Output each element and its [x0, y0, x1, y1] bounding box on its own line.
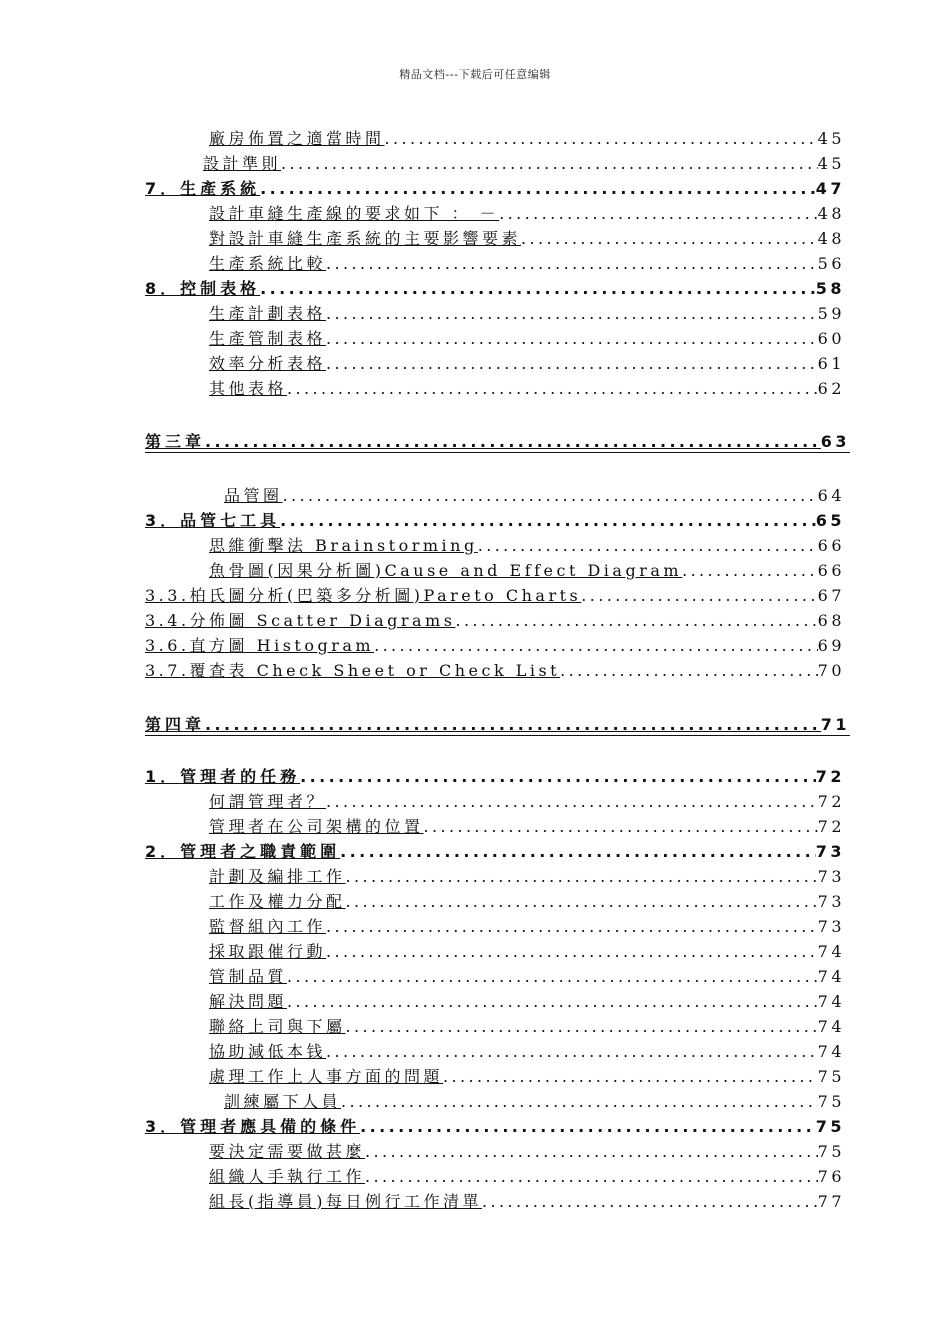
toc-entry[interactable]	[209, 199, 845, 224]
toc-page-number: 61	[817, 354, 845, 373]
toc-dot-leader	[326, 304, 818, 324]
toc-page-number: 45	[817, 129, 845, 148]
toc-page-number: 75	[817, 1142, 845, 1161]
toc-entry-title: 品管七工具	[180, 511, 281, 530]
toc-entry[interactable]	[145, 506, 845, 531]
toc-dot-leader	[287, 379, 818, 399]
toc-dot-leader	[260, 179, 816, 199]
toc-dot-leader	[482, 1192, 818, 1212]
toc-page-number: 74	[817, 1017, 845, 1036]
toc-entry-title: 效率分析表格	[209, 354, 327, 373]
page-header: 精品文档---下载后可任意编辑	[399, 68, 551, 81]
toc-entry-title: 組織人手執行工作	[209, 1167, 366, 1186]
toc-entry-title: 分佈圖 Scatter Diagrams	[189, 611, 456, 630]
toc-entry[interactable]	[209, 1012, 845, 1037]
toc-entry[interactable]	[203, 149, 845, 174]
toc-page-number: 74	[817, 992, 845, 1011]
toc-entry-number: 7．	[145, 179, 181, 198]
toc-dot-leader	[581, 586, 817, 606]
toc-dot-leader	[385, 129, 818, 149]
toc-dot-leader	[521, 229, 818, 249]
toc-entry-title: 品管圈	[224, 486, 283, 505]
toc-page-number: 66	[817, 561, 845, 580]
toc-entry[interactable]	[145, 174, 845, 199]
toc-entry-title: 廠房佈置之適當時間	[209, 129, 385, 148]
toc-dot-leader	[260, 279, 816, 299]
toc-entry[interactable]	[145, 1112, 845, 1137]
toc-page-number: 74	[817, 942, 845, 961]
toc-entry[interactable]	[145, 762, 845, 787]
toc-entry[interactable]	[145, 837, 845, 862]
toc-entry-title: 控制表格	[180, 279, 261, 298]
toc-page-number: 62	[817, 379, 845, 398]
toc-page-number: 72	[815, 767, 845, 786]
toc-page-number: 75	[817, 1092, 845, 1111]
toc-dot-leader	[374, 636, 818, 656]
toc-entry-title: 要決定需要做甚麼	[209, 1142, 366, 1161]
toc-page-number: 73	[817, 867, 845, 886]
toc-entry-title: 生產管制表格	[209, 329, 327, 348]
toc-entry[interactable]	[145, 656, 845, 681]
toc-page-number: 45	[817, 154, 845, 173]
toc-entry-title: 管理者的任務	[180, 767, 301, 786]
toc-entry-title: 生產系統	[180, 179, 261, 198]
toc-entry-title: 魚骨圖(因果分析圖)Cause and Effect Diagram	[209, 561, 683, 580]
toc-page-number: 73	[817, 892, 845, 911]
toc-entry-title: 工作及權力分配	[209, 892, 346, 911]
toc-entry-number: 3.6.	[145, 636, 190, 655]
toc-entry[interactable]	[209, 224, 845, 249]
toc-page-number: 72	[817, 817, 845, 836]
toc-entry-title: 對設計車縫生產系統的主要影響要素	[209, 229, 522, 248]
toc-entry[interactable]	[209, 324, 845, 349]
toc-page-number: 56	[817, 254, 845, 273]
toc-entry-title: 直方圖 Histogram	[189, 636, 375, 655]
toc-entry-title: 何謂管理者？	[209, 792, 327, 811]
toc-entry-number: 3．	[145, 511, 181, 530]
toc-entry-title: 組長(指導員)每日例行工作清單	[209, 1192, 482, 1211]
toc-dot-leader	[326, 329, 818, 349]
toc-entry[interactable]	[145, 710, 850, 736]
toc-dot-leader	[326, 942, 818, 962]
toc-entry-number: 1．	[145, 767, 181, 786]
toc-dot-leader	[682, 561, 818, 581]
toc-entry-title: 協助減低本钱	[209, 1042, 327, 1061]
toc-entry[interactable]	[145, 631, 845, 656]
toc-dot-leader	[326, 354, 818, 374]
toc-entry-title: 思維衝擊法 Brainstorming	[209, 536, 478, 555]
toc-entry[interactable]	[209, 887, 845, 912]
toc-dot-leader	[443, 1067, 818, 1087]
toc-dot-leader	[287, 967, 818, 987]
toc-dot-leader	[326, 792, 818, 812]
toc-dot-leader	[360, 1117, 816, 1137]
toc-page-number: 59	[817, 304, 845, 323]
toc-entry[interactable]	[224, 481, 845, 506]
toc-entry[interactable]	[209, 349, 845, 374]
toc-dot-leader	[365, 1167, 818, 1187]
toc-entry[interactable]	[209, 912, 845, 937]
toc-entry-title: 其他表格	[209, 379, 288, 398]
toc-entry-number: 3.3.	[145, 586, 190, 605]
toc-entry[interactable]	[209, 1137, 845, 1162]
toc-entry-title: 監督組內工作	[209, 917, 327, 936]
toc-entry-title: 聯絡上司與下屬	[209, 1017, 346, 1036]
toc-entry[interactable]	[145, 606, 845, 631]
toc-page-number: 75	[817, 1067, 845, 1086]
toc-entry-title: 生產計劃表格	[209, 304, 327, 323]
toc-dot-leader	[346, 867, 818, 887]
toc-page-number: 63	[820, 432, 850, 451]
toc-entry[interactable]	[209, 987, 845, 1012]
toc-entry-title: 柏氏圖分析(巴築多分析圖)Pareto Charts	[189, 586, 582, 605]
toc-dot-leader	[346, 1017, 818, 1037]
toc-entry[interactable]	[224, 1087, 845, 1112]
toc-page-number: 74	[817, 967, 845, 986]
toc-entry-title: 訓練屬下人員	[224, 1092, 342, 1111]
toc-dot-leader	[326, 917, 818, 937]
toc-page-number: 77	[817, 1192, 845, 1211]
toc-entry[interactable]	[209, 531, 845, 556]
toc-entry[interactable]	[209, 937, 845, 962]
toc-dot-leader	[326, 254, 818, 274]
toc-dot-leader	[424, 817, 818, 837]
toc-page-number: 48	[817, 204, 845, 223]
toc-entry-number: 2．	[145, 842, 181, 861]
toc-entry[interactable]	[209, 1162, 845, 1187]
toc-entry-title: 採取跟催行動	[209, 942, 327, 961]
toc-dot-leader	[365, 1142, 818, 1162]
toc-entry[interactable]	[209, 1062, 845, 1087]
toc-dot-leader	[300, 767, 816, 787]
toc-entry[interactable]	[209, 249, 845, 274]
toc-page-number: 58	[815, 279, 845, 298]
toc-entry[interactable]	[209, 556, 845, 581]
toc-entry-number: 3．	[145, 1117, 181, 1136]
toc-dot-leader	[205, 432, 821, 452]
toc-entry-title: 管理者應具備的條件	[180, 1117, 361, 1136]
toc-page-number: 71	[820, 715, 850, 734]
toc-dot-leader	[341, 1092, 818, 1112]
toc-entry-title: 管制品質	[209, 967, 288, 986]
toc-page-number: 75	[815, 1117, 845, 1136]
toc-entry-title: 解決問題	[209, 992, 288, 1011]
toc-dot-leader	[281, 154, 818, 174]
toc-page-number: 72	[817, 792, 845, 811]
toc-entry[interactable]	[209, 862, 845, 887]
toc-entry-title: 第三章	[145, 432, 206, 451]
toc-entry[interactable]	[209, 299, 845, 324]
toc-entry-title: 設計準則	[203, 154, 282, 173]
toc-page-number: 60	[817, 329, 845, 348]
toc-entry[interactable]	[209, 787, 845, 812]
toc-entry-title: 管理者在公司架構的位置	[209, 817, 424, 836]
toc-page-number: 66	[817, 536, 845, 555]
toc-entry[interactable]	[209, 1037, 845, 1062]
toc-dot-leader	[280, 511, 816, 531]
toc-entry[interactable]	[145, 427, 850, 453]
toc-page-number: 76	[817, 1167, 845, 1186]
toc-page-number: 64	[817, 486, 845, 505]
toc-entry-number: 3.7.	[145, 661, 190, 680]
toc-entry-title: 設計車縫生產線的要求如下 ： －	[209, 204, 500, 223]
toc-page-number: 73	[817, 917, 845, 936]
toc-entry-title: 管理者之職責範圍	[180, 842, 341, 861]
toc-dot-leader	[478, 536, 818, 556]
toc-page-number: 73	[815, 842, 845, 861]
toc-entry[interactable]	[145, 581, 845, 606]
toc-entry-number: 8．	[145, 279, 181, 298]
toc-page-number: 48	[817, 229, 845, 248]
toc-entry-title: 生產系統比較	[209, 254, 327, 273]
toc-entry[interactable]	[209, 812, 845, 837]
toc-dot-leader	[340, 842, 816, 862]
toc-dot-leader	[205, 715, 821, 735]
toc-entry[interactable]	[209, 1187, 845, 1212]
toc-entry-title: 處理工作上人事方面的問題	[209, 1067, 444, 1086]
toc-page-number: 47	[815, 179, 845, 198]
toc-page-number: 67	[817, 586, 845, 605]
toc-page-number: 69	[817, 636, 845, 655]
toc-page-number: 65	[815, 511, 845, 530]
toc-dot-leader	[287, 992, 818, 1012]
toc-page-number: 74	[817, 1042, 845, 1061]
toc-page-number: 70	[817, 661, 845, 680]
toc-page-number: 68	[817, 611, 845, 630]
toc-entry[interactable]	[209, 124, 845, 149]
toc-dot-leader	[455, 611, 817, 631]
toc-entry-title: 計劃及編排工作	[209, 867, 346, 886]
toc-dot-leader	[326, 1042, 818, 1062]
toc-dot-leader	[499, 204, 817, 224]
toc-entry[interactable]	[209, 374, 845, 399]
toc-entry-number: 3.4.	[145, 611, 190, 630]
toc-entry-title: 第四章	[145, 715, 206, 734]
toc-entry[interactable]	[145, 274, 845, 299]
toc-dot-leader	[346, 892, 818, 912]
toc-entry-title: 覆查表 Check Sheet or Check List	[189, 661, 561, 680]
toc-dot-leader	[560, 661, 818, 681]
toc-entry[interactable]	[209, 962, 845, 987]
toc-dot-leader	[283, 486, 818, 506]
